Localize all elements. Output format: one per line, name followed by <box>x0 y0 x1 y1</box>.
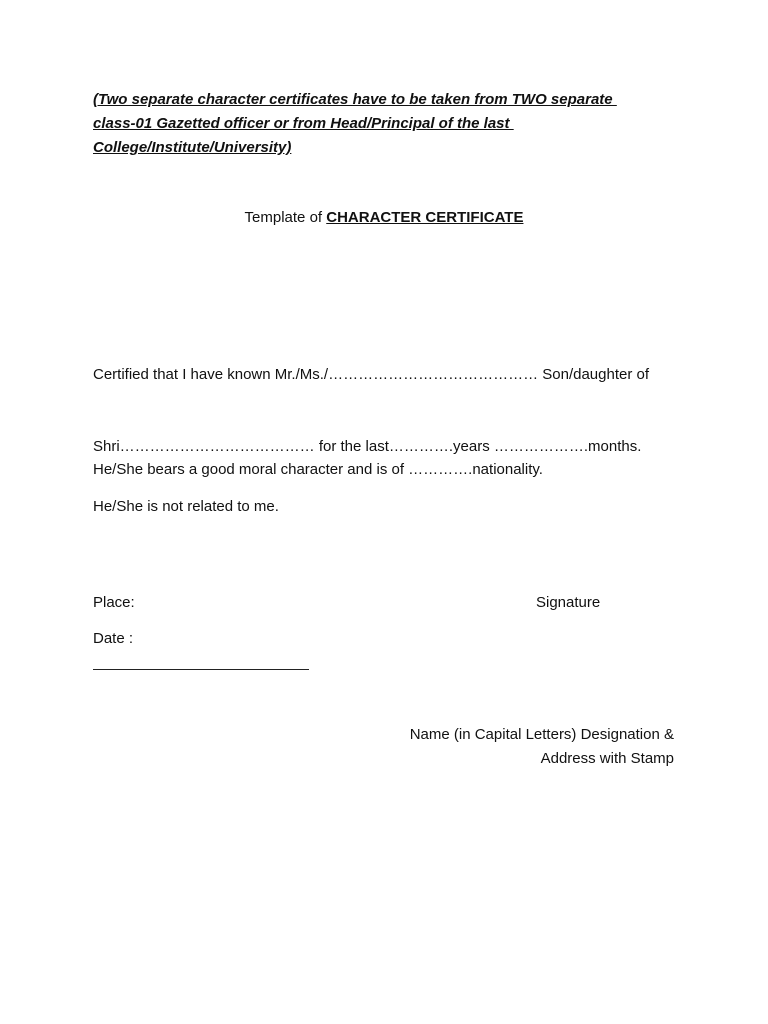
date-label: Date : <box>93 630 134 647</box>
certified-line-1: Certified that I have known Mr./Ms./…………………………………… Son/daughter of <box>93 366 650 383</box>
relation-paragraph <box>93 447 673 567</box>
character-line: He/She bears a good moral character and is of ………….nationality. <box>93 461 543 478</box>
name-designation-line-1: Name (in Capital Letters) Designation & <box>409 726 674 743</box>
relation-line: He/She is not related to me. <box>93 498 279 515</box>
name-designation-line-2: Address with Stamp <box>540 750 674 767</box>
template-title <box>0 207 768 229</box>
place-label: Place: <box>93 594 135 611</box>
template-title-emphasis: CHARACTER CERTIFICATE <box>326 209 524 226</box>
signature-label: Signature <box>536 594 601 611</box>
name-designation-block <box>410 723 674 771</box>
instruction-note <box>93 88 663 160</box>
instruction-note-line-3: College/Institute/University) <box>93 139 292 156</box>
instruction-note-line-1: (Two separate character certificates have to be taken from TWO separate <box>93 91 617 108</box>
instruction-note-line-2: class-01 Gazetted officer or from Head/Principal of the last <box>93 115 514 132</box>
certified-line-2: Shri………………………………… for the last………….years ……………….months. <box>93 438 642 455</box>
signature-underline <box>93 669 309 670</box>
template-title-prefix: Template of <box>244 209 327 226</box>
